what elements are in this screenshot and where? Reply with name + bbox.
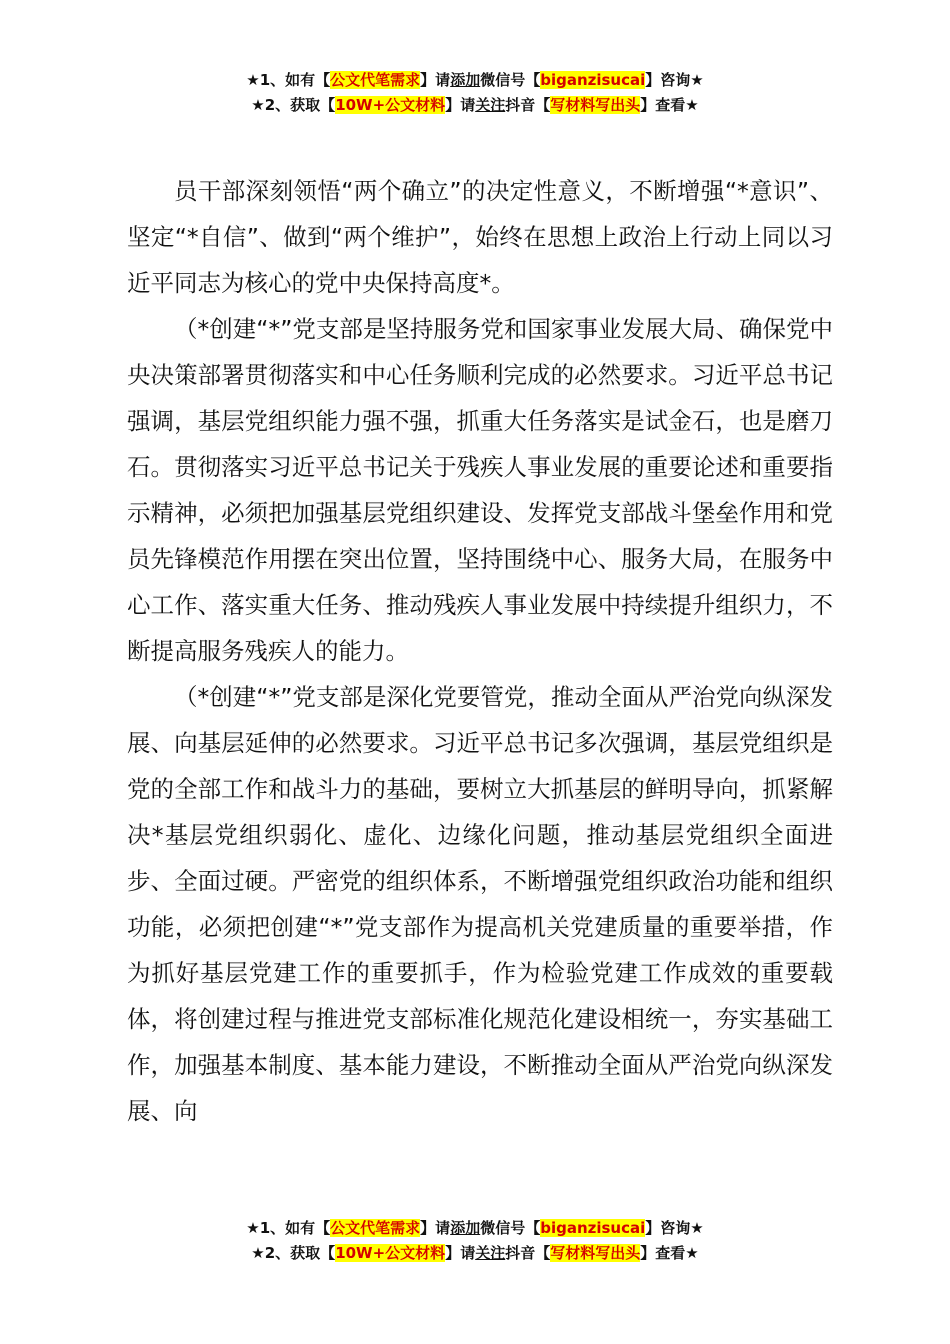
footer-line-2: ★2、获取【10W+公文材料】请关注抖音【写材料写出头】查看★ <box>251 1244 699 1262</box>
paragraph-1: 员干部深刻领悟“两个确立”的决定性意义，不断增强“*意识”、坚定“*自信”、做到“两个维护”，始终在思想上政治上行动上同以习近平同志为核心的党中央保持高度*。 <box>127 177 833 297</box>
header-line-1: ★1、如有【公文代笔需求】请添加微信号【biganzisucai】咨询★ <box>246 71 704 89</box>
header-banner <box>0 68 950 118</box>
highlight-douyin-id: 写材料写出头 <box>550 96 641 114</box>
header-line-2: ★2、获取【10W+公文材料】请关注抖音【写材料写出头】查看★ <box>251 96 699 114</box>
paragraph-2: （*创建“*”党支部是坚持服务党和国家事业发展大局、确保党中央决策部署贯彻落实和中心任务顺利完成的必然要求。习近平总书记强调，基层党组织能力强不强，抓重大任务落实是试金石，也是磨刀石。贯彻落实习近平总书记关于残疾人事业发展的重要论述和重要指示精神，必须把加强基层党组织建设、发挥党支部战斗堡垒作用和党员先锋模范作用摆在突出位置，坚持围绕中心、服务大局，在服务中心工作、落实重大任务、推动残疾人事业发展中持续提升组织力，不断提高服务残疾人的能力。 <box>127 315 833 665</box>
paragraph-3: （*创建“*”党支部是深化党要管党，推动全面从严治党向纵深发展、向基层延伸的必然要求。习近平总书记多次强调，基层党组织是党的全部工作和战斗力的基础，要树立大抓基层的鲜明导向，抓紧解决*基层党组织弱化、虚化、边缘化问题，推动基层党组织全面进步、全面过硬。严密党的组织体系，不断增强党组织政治功能和组织功能，必须把创建“*”党支部作为提高机关党建质量的重要举措，作为抓好基层党建工作的重要抓手，作为检验党建工作成效的重要载体，将创建过程与推进党支部标准化规范化建设相统一，夯实基础工作，加强基本制度、基本能力建设，不断推动全面从严治党向纵深发展、向 <box>127 683 833 1125</box>
footer-line-1: ★1、如有【公文代笔需求】请添加微信号【biganzisucai】咨询★ <box>246 1219 704 1237</box>
highlight-wechat-id: biganzisucai <box>540 71 646 89</box>
footer-banner <box>0 1216 950 1266</box>
document-body <box>127 168 833 1134</box>
highlight-materials: 10W+公文材料 <box>335 96 446 114</box>
highlight-service: 公文代笔需求 <box>330 71 421 89</box>
